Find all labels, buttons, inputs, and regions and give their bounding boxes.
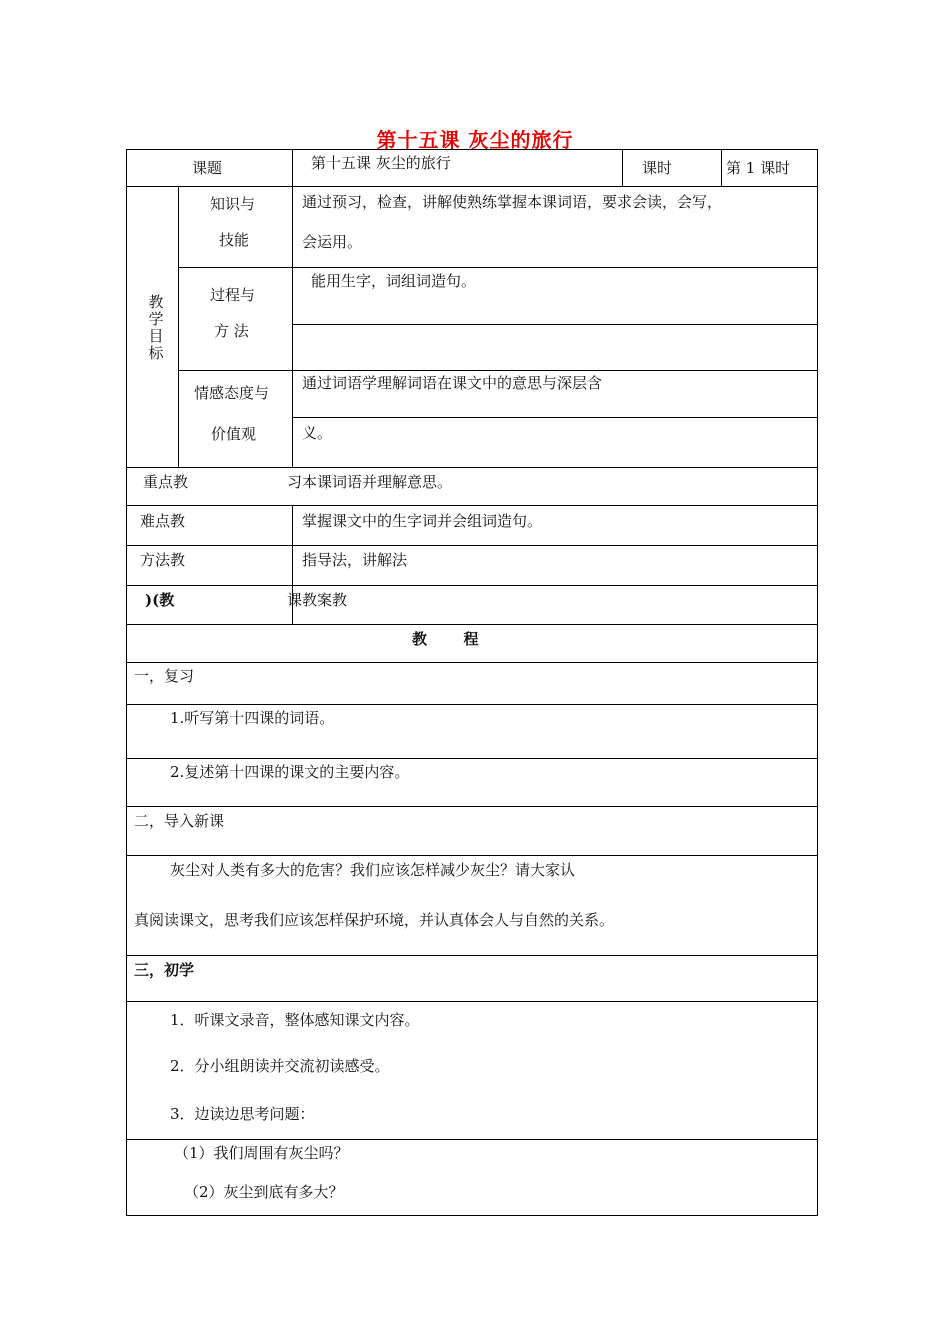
process-step: 2.复述第十四课的课文的主要内容。 (170, 763, 410, 781)
prep-label: )(教 (145, 591, 175, 609)
grid-line (126, 467, 818, 468)
knowledge-text: 通过预习，检查，讲解使熟练掌握本课词语，要求会读，会写， (302, 193, 723, 211)
grid-line (126, 704, 818, 705)
emotion-text: 义。 (302, 424, 333, 442)
process-text: 能用生字，词组词造句。 (311, 272, 477, 290)
grid-line (126, 1139, 818, 1140)
grid-line (126, 1001, 818, 1002)
difficult-point-text: 掌握课文中的生字词并会组词造句。 (302, 512, 543, 530)
page-title: 第十五课 灰尘的旅行 (376, 128, 574, 152)
grid-line (126, 855, 818, 856)
grid-line (126, 758, 818, 759)
grid-line (126, 545, 818, 546)
grid-line (126, 585, 818, 586)
grid-line (292, 417, 818, 418)
process-step: 3．边读边思考问题： (170, 1105, 315, 1123)
key-point-label: 重点教 (143, 473, 189, 491)
process-step: （1）我们周围有灰尘吗？ (174, 1144, 349, 1162)
hours-value: 第 1 课时 (726, 159, 791, 177)
grid-line (292, 324, 818, 325)
grid-line (126, 505, 818, 506)
process-step: 一，复习 (134, 667, 195, 685)
knowledge-label: 技能 (219, 231, 250, 249)
process-label: 方 法 (214, 322, 249, 340)
difficult-point-label: 难点教 (140, 512, 186, 530)
grid-line (126, 806, 818, 807)
grid-line (178, 186, 179, 467)
grid-line (126, 186, 818, 187)
grid-line (178, 267, 818, 268)
process-step: 2．分小组朗读并交流初读感受。 (170, 1057, 390, 1075)
method-label: 方法教 (140, 551, 186, 569)
process-step: 1.听写第十四课的词语。 (170, 709, 335, 727)
grid-line (721, 149, 722, 186)
method-text: 指导法，讲解法 (302, 551, 408, 569)
grid-line (622, 149, 623, 186)
key-point-text: 习本课词语并理解意思。 (287, 473, 453, 491)
process-step: 真阅读课文，思考我们应该怎样保护环境，并认真体会人与自然的关系。 (134, 911, 615, 929)
knowledge-label: 知识与 (210, 195, 256, 213)
topic-value: 第十五课 灰尘的旅行 (311, 154, 451, 172)
grid-line (126, 955, 818, 956)
process-step: （2）灰尘到底有多大？ (184, 1183, 344, 1201)
grid-line (292, 149, 293, 186)
topic-label: 课题 (192, 159, 223, 177)
process-step: 灰尘对人类有多大的危害？我们应该怎样减少灰尘？请大家认 (170, 861, 576, 879)
emotion-label: 情感态度与 (194, 384, 270, 402)
emotion-label: 价值观 (211, 425, 257, 443)
process-step: 二，导入新课 (134, 812, 225, 830)
grid-line (292, 186, 293, 467)
process-label: 过程与 (210, 286, 256, 304)
process-heading: 教 程 (412, 630, 479, 648)
grid-line (126, 624, 818, 625)
knowledge-text: 会运用。 (302, 233, 363, 251)
objectives-side-label: 教学目标 (148, 293, 164, 362)
prep-text: 课教案教 (287, 591, 348, 609)
grid-line (178, 370, 818, 371)
process-step: 三，初学 (134, 961, 195, 979)
hours-label: 课时 (642, 159, 673, 177)
process-step: 1．听课文录音，整体感知课文内容。 (170, 1011, 420, 1029)
emotion-text: 通过词语学理解词语在课文中的意思与深层含 (302, 374, 603, 392)
grid-line (126, 662, 818, 663)
